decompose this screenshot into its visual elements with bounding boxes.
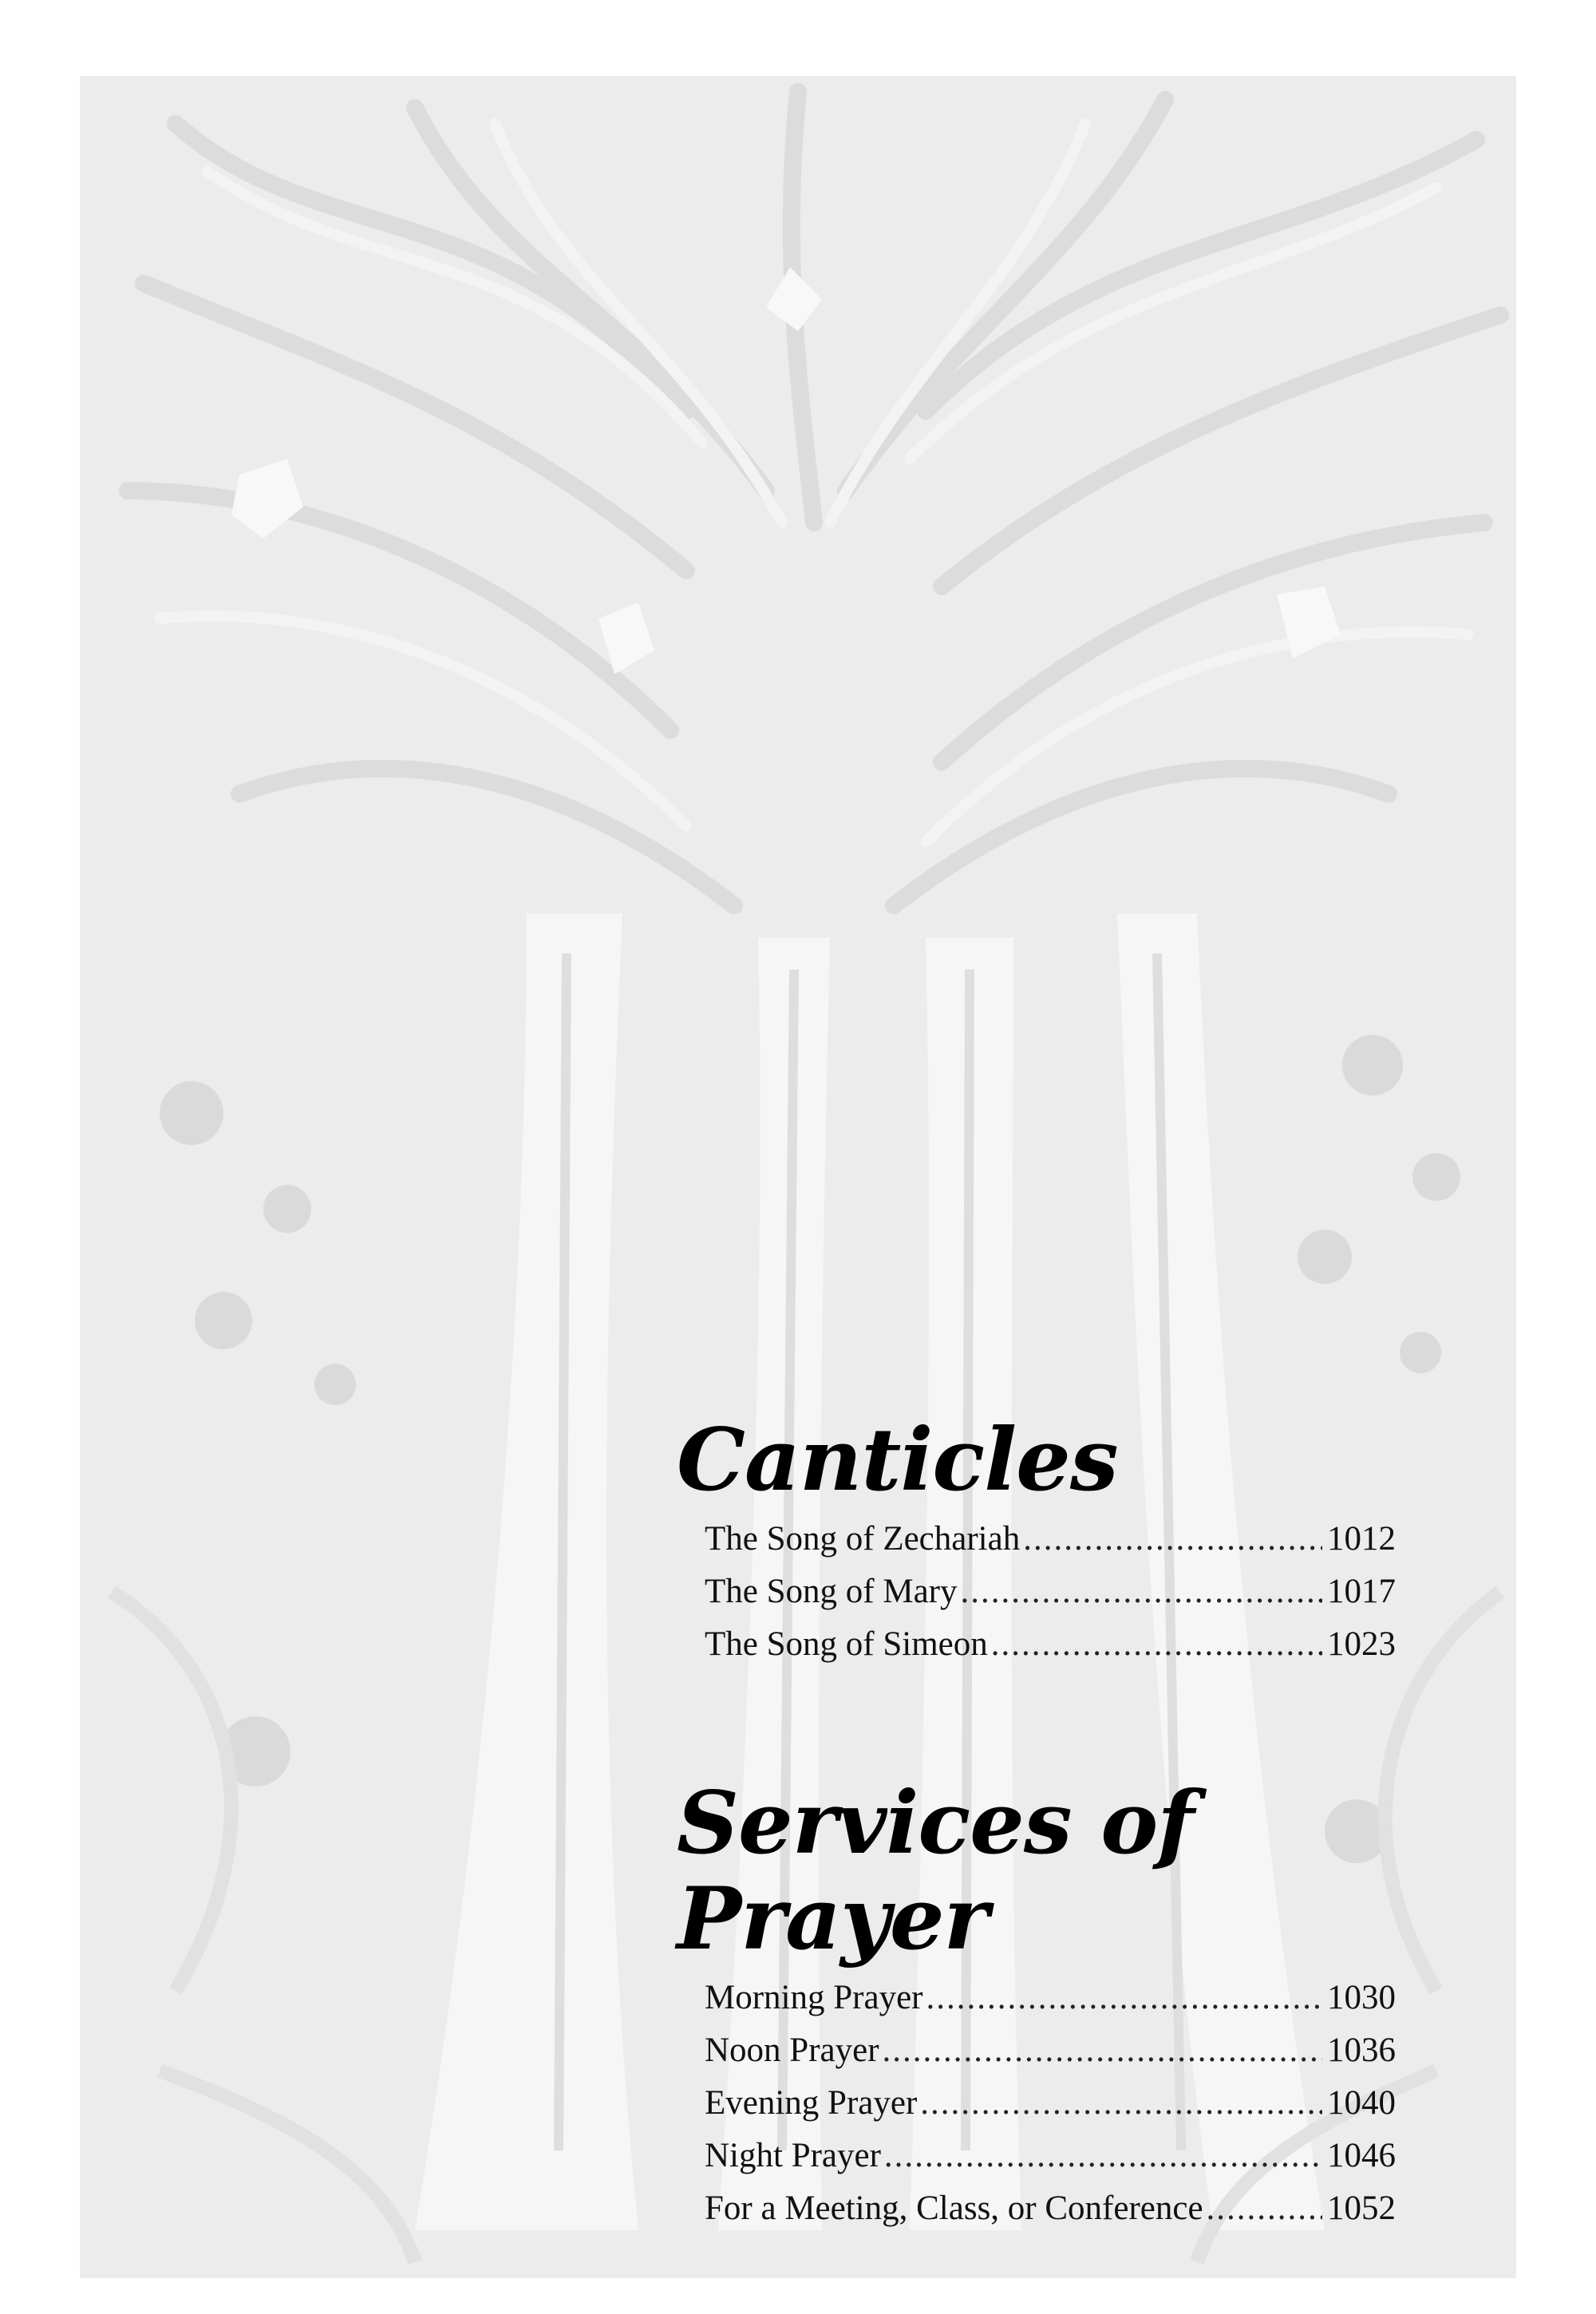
section-title: Canticles <box>677 1410 1118 1510</box>
dot-leader <box>926 1972 1322 2024</box>
dot-leader <box>884 2130 1322 2182</box>
toc-page-number: 1046 <box>1327 2137 1396 2174</box>
dot-leader <box>920 2077 1322 2130</box>
toc-page-number: 1040 <box>1327 2084 1396 2122</box>
toc-page-number: 1023 <box>1327 1625 1396 1663</box>
toc-entry-title: Morning Prayer <box>705 1979 923 2016</box>
toc-list <box>678 1513 1396 1671</box>
toc-entry[interactable] <box>705 1618 1396 1671</box>
section-title: Services of Prayer <box>677 1773 1194 1969</box>
toc-page-number: 1030 <box>1327 1979 1396 2016</box>
toc-entry[interactable] <box>705 2024 1396 2077</box>
toc-entry-title: The Song of Zechariah <box>705 1520 1021 1558</box>
dot-leader <box>1207 2182 1322 2235</box>
toc-entry[interactable] <box>705 1513 1396 1566</box>
toc-entry-title: Noon Prayer <box>705 2032 879 2069</box>
toc-entry[interactable] <box>705 1566 1396 1618</box>
toc-page-number: 1017 <box>1327 1573 1396 1610</box>
toc-entry-title: The Song of Simeon <box>705 1625 988 1663</box>
toc-entry[interactable] <box>705 2077 1396 2130</box>
toc-page-number: 1052 <box>1327 2190 1396 2227</box>
toc-entry-title: The Song of Mary <box>705 1573 958 1610</box>
toc-entry-title: For a Meeting, Class, or Conference <box>705 2190 1203 2227</box>
dot-leader <box>883 2024 1322 2077</box>
toc-entry-title: Night Prayer <box>705 2137 881 2174</box>
toc-list <box>678 1972 1396 2235</box>
toc-page-number: 1012 <box>1327 1520 1396 1558</box>
toc-entry[interactable] <box>705 1972 1396 2024</box>
dot-leader <box>991 1618 1322 1671</box>
dot-leader <box>960 1566 1322 1618</box>
toc-section-canticles <box>678 1412 1396 1671</box>
dot-leader <box>1023 1513 1322 1566</box>
toc-entry[interactable] <box>705 2130 1396 2182</box>
toc-section-services-of-prayer <box>678 1775 1396 2235</box>
toc-page-number: 1036 <box>1327 2032 1396 2069</box>
toc-entry-title: Evening Prayer <box>705 2084 918 2122</box>
toc-entry[interactable] <box>705 2182 1396 2235</box>
